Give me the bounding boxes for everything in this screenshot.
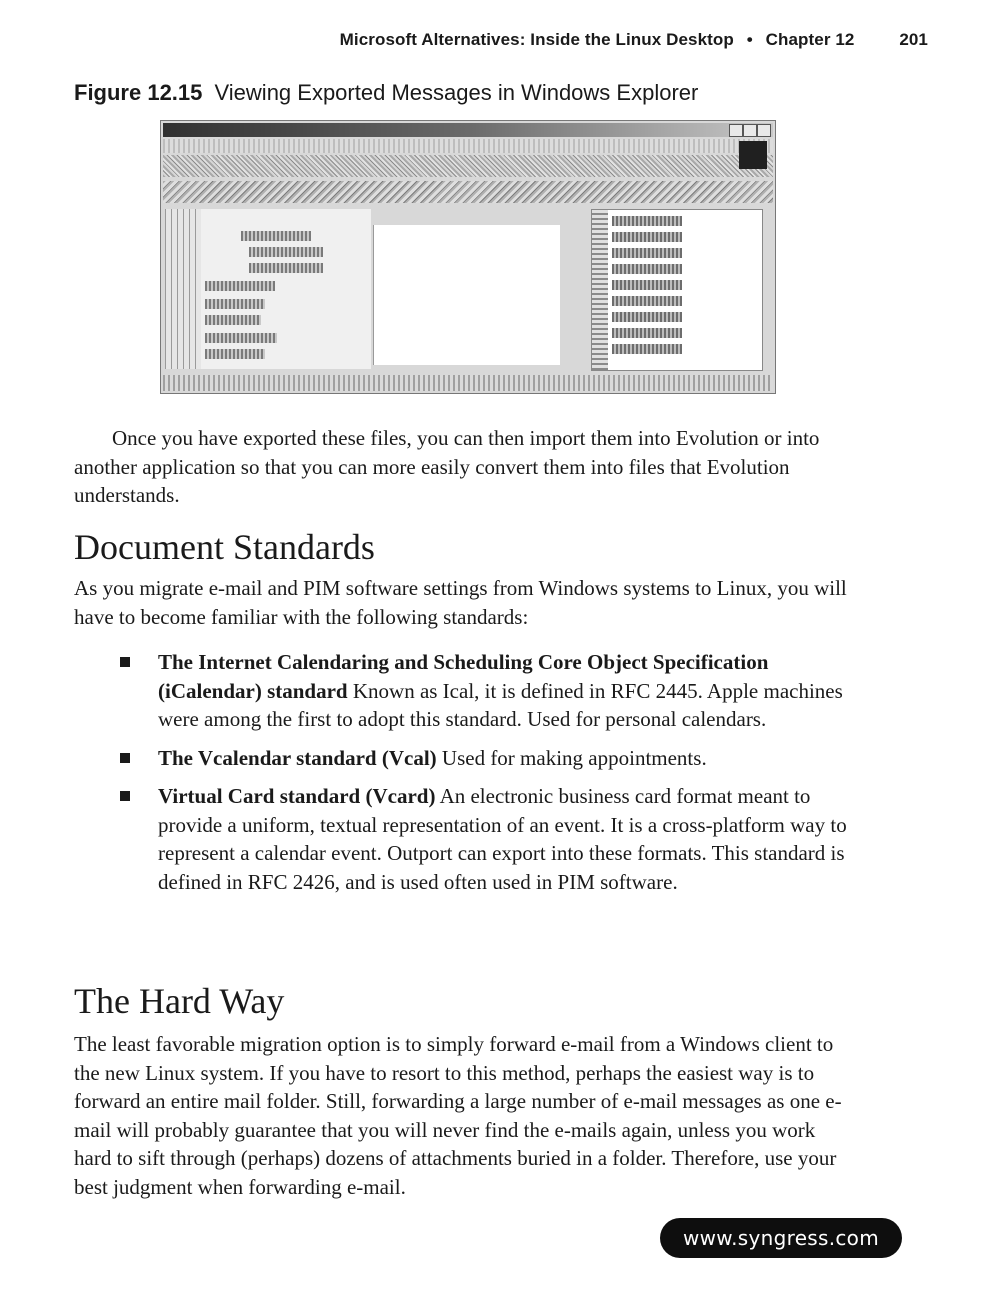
folder-entry <box>205 281 275 291</box>
bullet-marker-icon <box>120 657 130 667</box>
file-entry <box>612 216 682 226</box>
separator-bullet: • <box>746 30 753 49</box>
list-item-term: Virtual Card standard (Vcard) <box>158 784 436 808</box>
list-item-text: Used for making appointments. <box>441 745 707 770</box>
maximize-icon <box>743 124 757 137</box>
list-item <box>158 648 868 734</box>
folder-entry <box>205 349 265 359</box>
section-heading-the-hard-way: The Hard Way <box>74 981 285 1021</box>
screenshot-statusbar <box>163 375 773 391</box>
file-entry <box>612 264 682 274</box>
list-item-term: The Internet Calendaring and Scheduling Core Object Specification (iCalendar) standard <box>158 650 769 703</box>
file-entry <box>612 296 682 306</box>
file-entry <box>612 328 682 338</box>
file-entry <box>612 248 682 258</box>
file-icon-column <box>592 210 608 370</box>
folder-entry <box>249 263 323 273</box>
section-heading-document-standards: Document Standards <box>74 527 375 567</box>
figure-screenshot <box>160 120 776 394</box>
book-title: Microsoft Alternatives: Inside the Linux Desktop <box>339 30 734 49</box>
minimize-icon <box>729 124 743 137</box>
folder-entry <box>249 247 323 257</box>
figure-number: Figure 12.15 <box>74 80 203 105</box>
folder-entry <box>205 333 277 343</box>
publisher-url-badge[interactable]: www.syngress.com <box>660 1218 902 1258</box>
bullet-marker-icon <box>120 753 130 763</box>
standards-list <box>158 648 868 896</box>
file-entry <box>612 232 682 242</box>
file-entry <box>612 280 682 290</box>
list-item-text: An electronic business card format meant to provide a uniform, textual representation of an event. It is a cross-platform way to represent a calendar event. Outport can export into these formats. This standard is defined in RFC 2426, and is used often used in PIM software. <box>158 784 847 894</box>
figure-caption <box>74 80 698 106</box>
chapter-label: Chapter 12 <box>765 30 855 49</box>
page-number: 201 <box>899 30 928 49</box>
running-head <box>340 30 928 50</box>
list-item <box>158 782 868 896</box>
screenshot-main-pane <box>373 225 560 365</box>
list-item-term: The Vcalendar standard (Vcal) <box>158 745 437 770</box>
screenshot-file-list <box>591 209 763 371</box>
file-entry <box>612 312 682 322</box>
screenshot-folder-pane <box>201 209 371 369</box>
screenshot-menubar <box>163 139 773 153</box>
figure-title: Viewing Exported Messages in Windows Explorer <box>214 80 699 105</box>
screenshot-titlebar <box>163 123 773 137</box>
folder-entry <box>205 315 261 325</box>
windows-logo-icon <box>739 141 767 169</box>
screenshot-address-bar <box>163 181 773 203</box>
intro-paragraph: Once you have exported these files, you can then import them into Evolution or into another application so that you can more easily convert them into files that Evolution understands. <box>74 426 820 507</box>
list-item <box>158 744 868 773</box>
screenshot-folder-tree-lines <box>165 209 201 369</box>
bullet-marker-icon <box>120 791 130 801</box>
folder-entry <box>205 299 265 309</box>
close-icon <box>757 124 771 137</box>
section-intro-paragraph: As you migrate e-mail and PIM software settings from Windows systems to Linux, you will have to become familiar with the following standards: <box>74 576 847 629</box>
hard-way-paragraph: The least favorable migration option is to simply forward e-mail from a Windows client to the new Linux system. If you have to resort to this method, perhaps the easiest way is to forward an entire mail folder. Still, forwarding a large number of e-mail messages as one e-mail will probably guarantee that you will never find the e-mails again, unless you work hard to sift through (perhaps) dozens of attachments buried in a folder. Therefore, use your best judgment when forwarding e-mail. <box>74 1032 842 1199</box>
file-entry <box>612 344 682 354</box>
screenshot-toolbar <box>163 155 773 177</box>
folder-entry <box>241 231 311 241</box>
list-item-text: Known as Ical, it is defined in RFC 2445. Apple machines were among the first to adopt this standard. Used for personal calendars. <box>158 678 843 731</box>
